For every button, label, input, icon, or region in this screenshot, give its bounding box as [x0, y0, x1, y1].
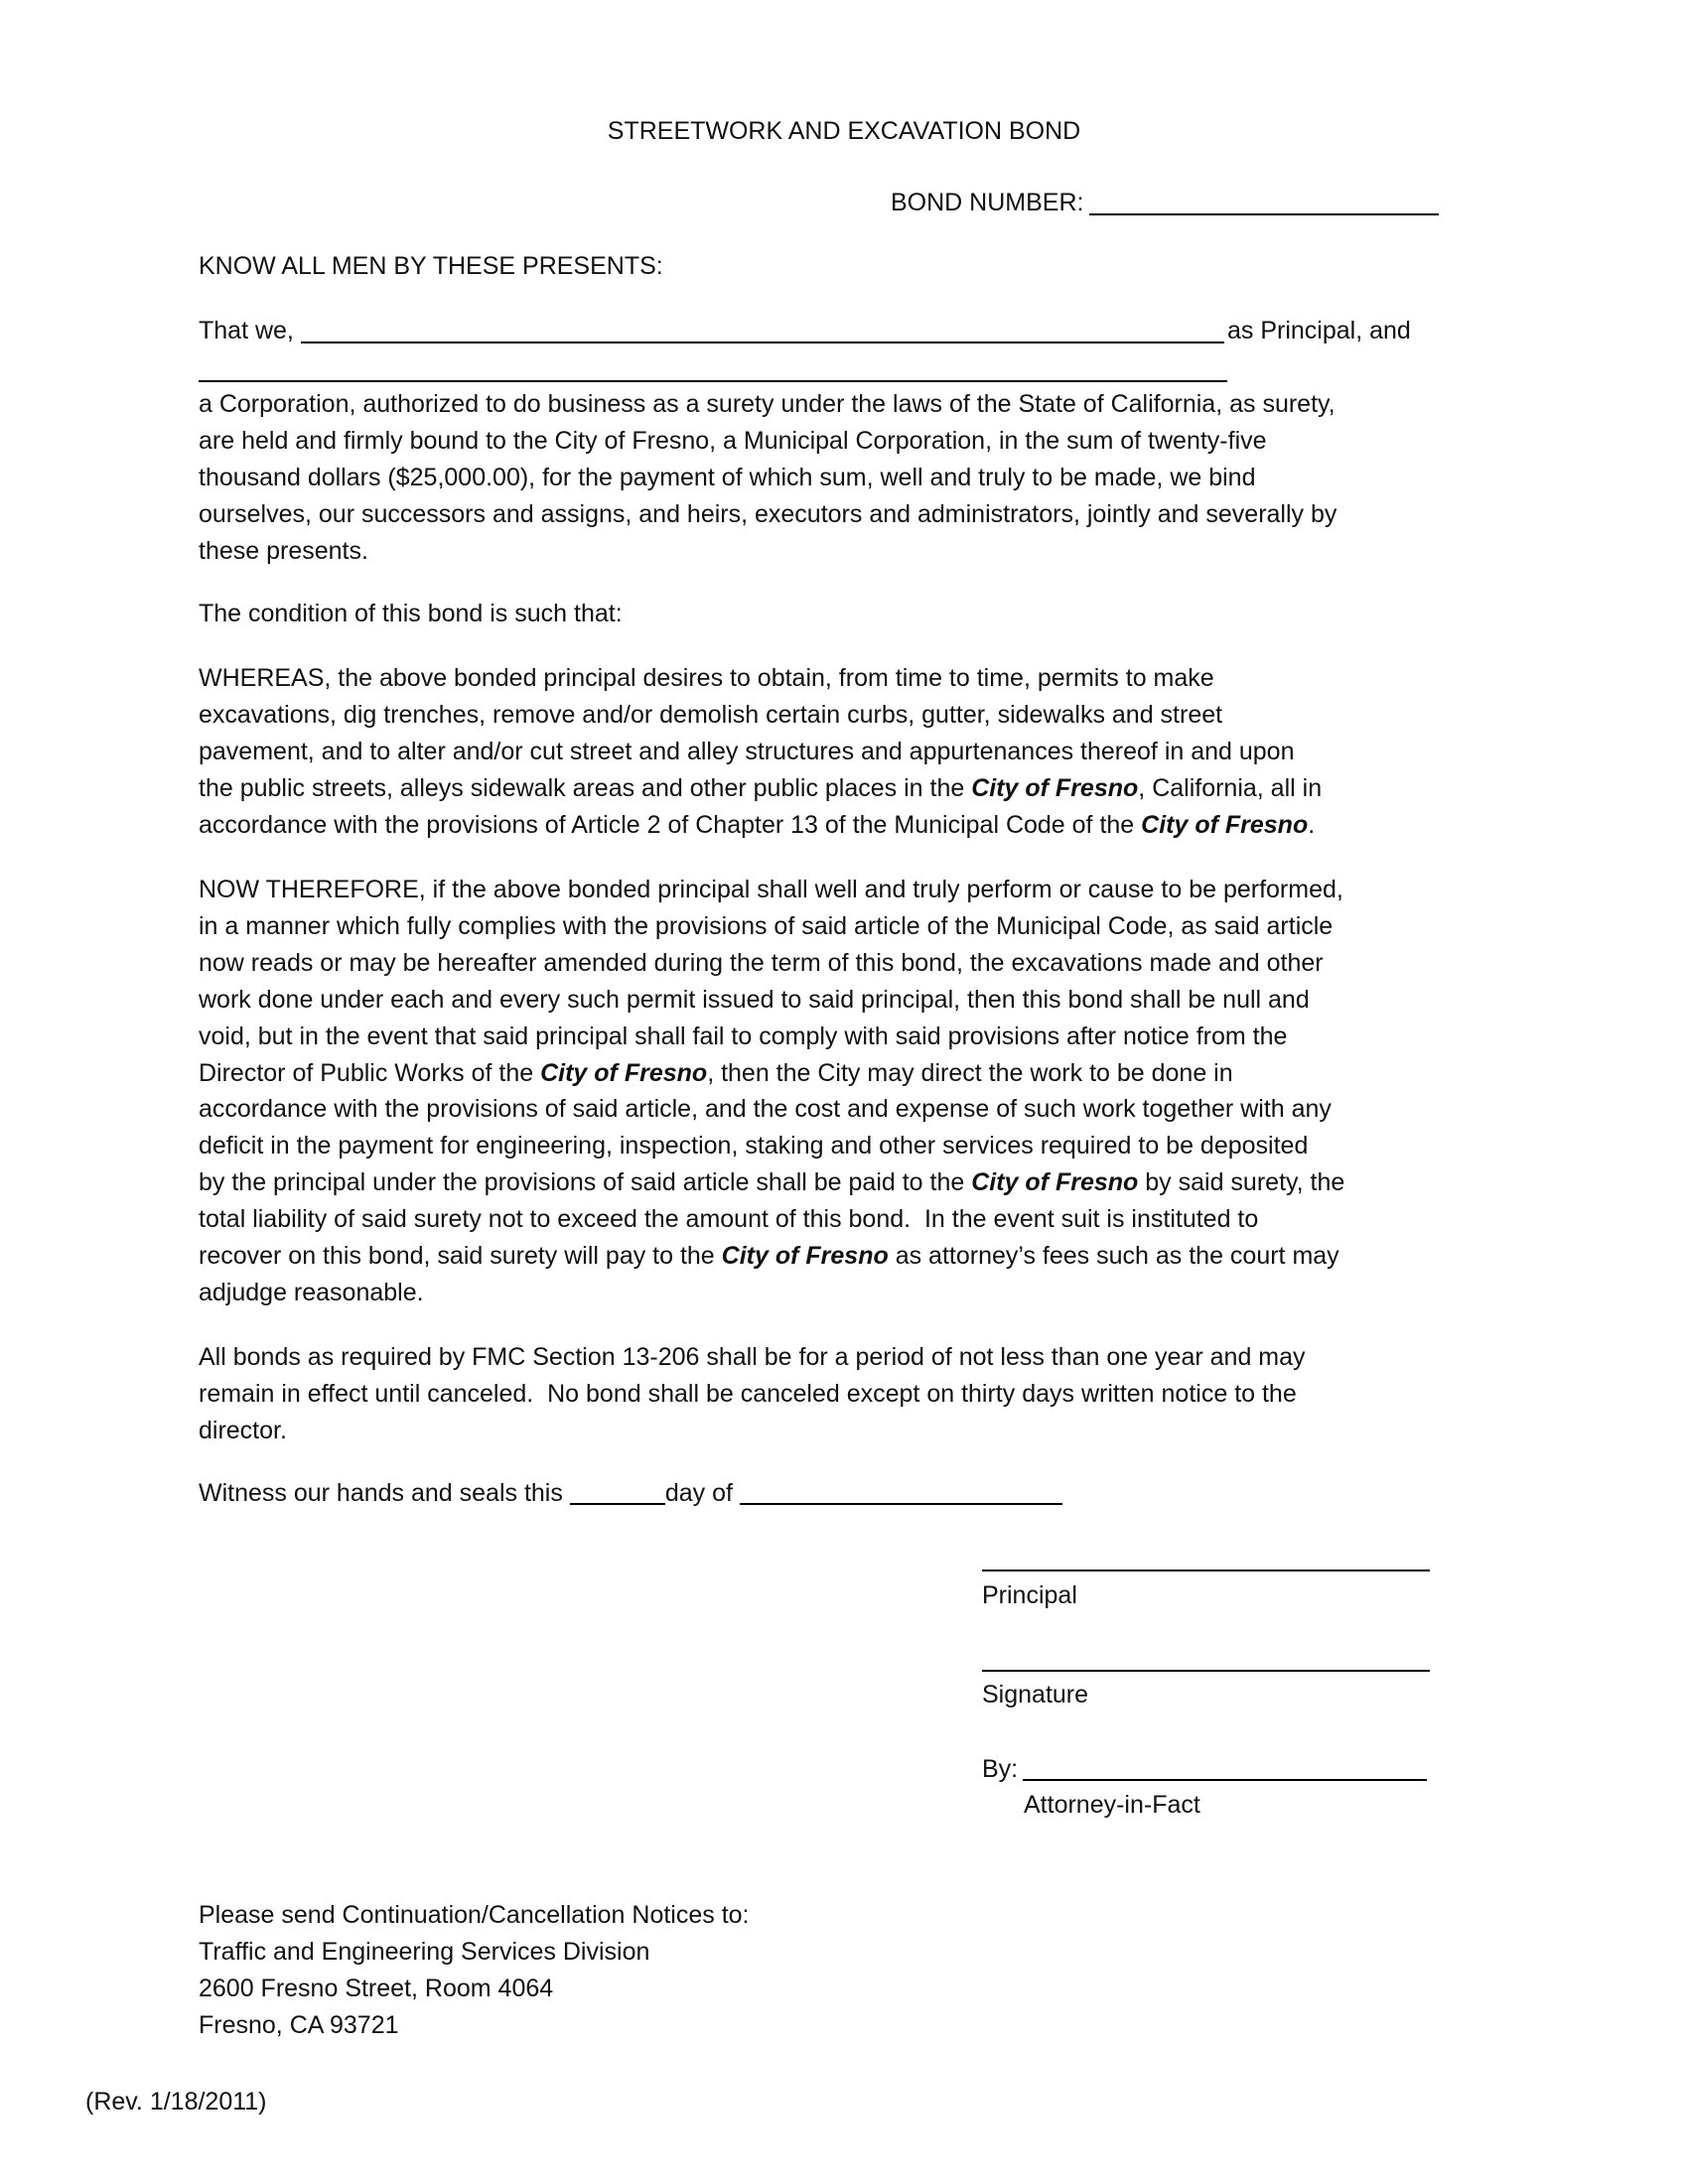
text-line [199, 810, 1315, 840]
text-line [199, 1058, 1233, 1088]
text-line [199, 389, 1336, 419]
text-segment: deficit in the payment for engineering, inspection, staking and other services required to be deposited [199, 1132, 1309, 1160]
bond-number-label: BOND NUMBER: [891, 189, 1084, 216]
text-segment: director. [199, 1416, 287, 1444]
text-segment: by said surety, the [1138, 1168, 1345, 1197]
text-line [199, 1379, 1297, 1409]
city-name-emphasis: City of Fresno [1141, 810, 1309, 839]
text-line [199, 1278, 424, 1307]
signature-field[interactable] [982, 1670, 1430, 1672]
day-of-label: day of [664, 1479, 740, 1507]
by-label: By: [982, 1755, 1019, 1783]
text-line [199, 875, 1343, 904]
text-line [199, 1167, 1344, 1197]
document-title: STREETWORK AND EXCAVATION BOND [607, 117, 1081, 145]
text-line [199, 1241, 1339, 1271]
text-segment: , California, all in [1138, 773, 1323, 802]
text-segment: accordance with the provisions of Article 2 of Chapter 13 of the Municipal Code of the [199, 810, 1142, 839]
text-segment: adjudge reasonable. [199, 1278, 424, 1306]
city-name-emphasis: City of Fresno [971, 773, 1139, 802]
text-line [199, 426, 1267, 456]
text-line [199, 1204, 1258, 1234]
text-segment: remain in effect until canceled. No bond shall be canceled except on thirty days written notice to the [199, 1379, 1297, 1408]
city-name-emphasis: City of Fresno [721, 1242, 889, 1270]
signature-label: Signature [982, 1681, 1089, 1708]
day-field[interactable] [570, 1503, 665, 1505]
that-we-label: That we, [199, 317, 294, 344]
text-line [199, 737, 1295, 766]
text-line [199, 985, 1310, 1015]
month-year-field[interactable] [740, 1503, 1062, 1505]
surety-name-field[interactable] [199, 380, 1227, 382]
text-segment: WHEREAS, the above bonded principal desires to obtain, from time to time, permits to make [199, 664, 1214, 692]
text-line [199, 499, 1336, 529]
text-line [199, 599, 623, 628]
text-segment: Director of Public Works of the [199, 1058, 541, 1087]
text-line [199, 1094, 1332, 1124]
as-principal-label: as Principal, and [1227, 317, 1411, 344]
text-segment: . [1308, 810, 1316, 839]
text-segment: these presents. [199, 536, 368, 565]
attorney-signature-field[interactable] [1023, 1779, 1427, 1781]
text-line [199, 911, 1333, 941]
city-name-emphasis: City of Fresno [971, 1168, 1139, 1197]
text-segment: work done under each and every such permit issued to said principal, then this bond shall be null and [199, 985, 1310, 1014]
text-line [199, 463, 1256, 492]
notice-line: Please send Continuation/Cancellation Notices to: [199, 1901, 750, 1929]
text-line [199, 1342, 1306, 1372]
text-segment: total liability of said surety not to exceed the amount of this bond. In the event suit is instituted to [199, 1205, 1259, 1234]
text-line [199, 700, 1222, 730]
text-line [199, 948, 1324, 978]
text-segment: All bonds as required by FMC Section 13-206 shall be for a period of not less than one year and may [199, 1343, 1306, 1371]
text-segment: recover on this bond, said surety will pay to the [199, 1242, 722, 1270]
text-line [199, 663, 1214, 693]
principal-signature-field[interactable] [982, 1570, 1430, 1571]
text-segment: in a manner which fully complies with the provisions of said article of the Municipal Code, as said article [199, 911, 1334, 940]
text-segment: void, but in the event that said principal shall fail to comply with said provisions after notice from the [199, 1022, 1288, 1050]
text-segment: thousand dollars ($25,000.00), for the payment of which sum, well and truly to be made, we bind [199, 463, 1256, 491]
notice-line: 2600 Fresno Street, Room 4064 [199, 1975, 554, 2002]
text-segment: accordance with the provisions of said article, and the cost and expense of such work together with any [199, 1095, 1332, 1124]
text-segment: ourselves, our successors and assigns, and heirs, executors and administrators, jointly and severally by [199, 499, 1337, 528]
principal-label: Principal [982, 1581, 1077, 1609]
text-line [199, 1022, 1287, 1051]
witness-line [199, 1478, 1062, 1508]
text-segment: pavement, and to alter and/or cut street and alley structures and appurtenances thereof in and upon [199, 737, 1295, 765]
text-segment: as attorney’s fees such as the court may [888, 1242, 1339, 1270]
attorney-in-fact-label: Attorney-in-Fact [1024, 1791, 1200, 1819]
know-all-heading: KNOW ALL MEN BY THESE PRESENTS: [199, 252, 663, 280]
text-segment: The condition of this bond is such that: [199, 600, 623, 627]
text-segment: , then the City may direct the work to be done in [707, 1058, 1233, 1087]
principal-name-field[interactable] [301, 341, 1224, 343]
text-line [199, 1416, 287, 1445]
revision-date: (Rev. 1/18/2011) [85, 2088, 267, 2116]
bond-number-field[interactable] [1089, 213, 1439, 215]
witness-prefix: Witness our hands and seals this [199, 1479, 570, 1507]
notice-line: Traffic and Engineering Services Division [199, 1938, 650, 1966]
text-segment: excavations, dig trenches, remove and/or demolish certain curbs, gutter, sidewalks and street [199, 700, 1223, 729]
text-line [199, 1131, 1308, 1160]
text-segment: by the principal under the provisions of said article shall be paid to the [199, 1168, 972, 1197]
text-segment: the public streets, alleys sidewalk areas and other public places in the [199, 773, 972, 802]
text-segment: now reads or may be hereafter amended during the term of this bond, the excavations made and other [199, 948, 1324, 977]
text-segment: a Corporation, authorized to do business as a surety under the laws of the State of California, as surety, [199, 390, 1336, 418]
city-name-emphasis: City of Fresno [540, 1058, 708, 1087]
text-segment: NOW THEREFORE, if the above bonded principal shall well and truly perform or cause to be performed, [199, 876, 1343, 903]
text-line [199, 536, 368, 566]
text-line [199, 773, 1322, 803]
notice-line: Fresno, CA 93721 [199, 2011, 399, 2039]
text-segment: are held and firmly bound to the City of Fresno, a Municipal Corporation, in the sum of twenty-five [199, 426, 1267, 455]
